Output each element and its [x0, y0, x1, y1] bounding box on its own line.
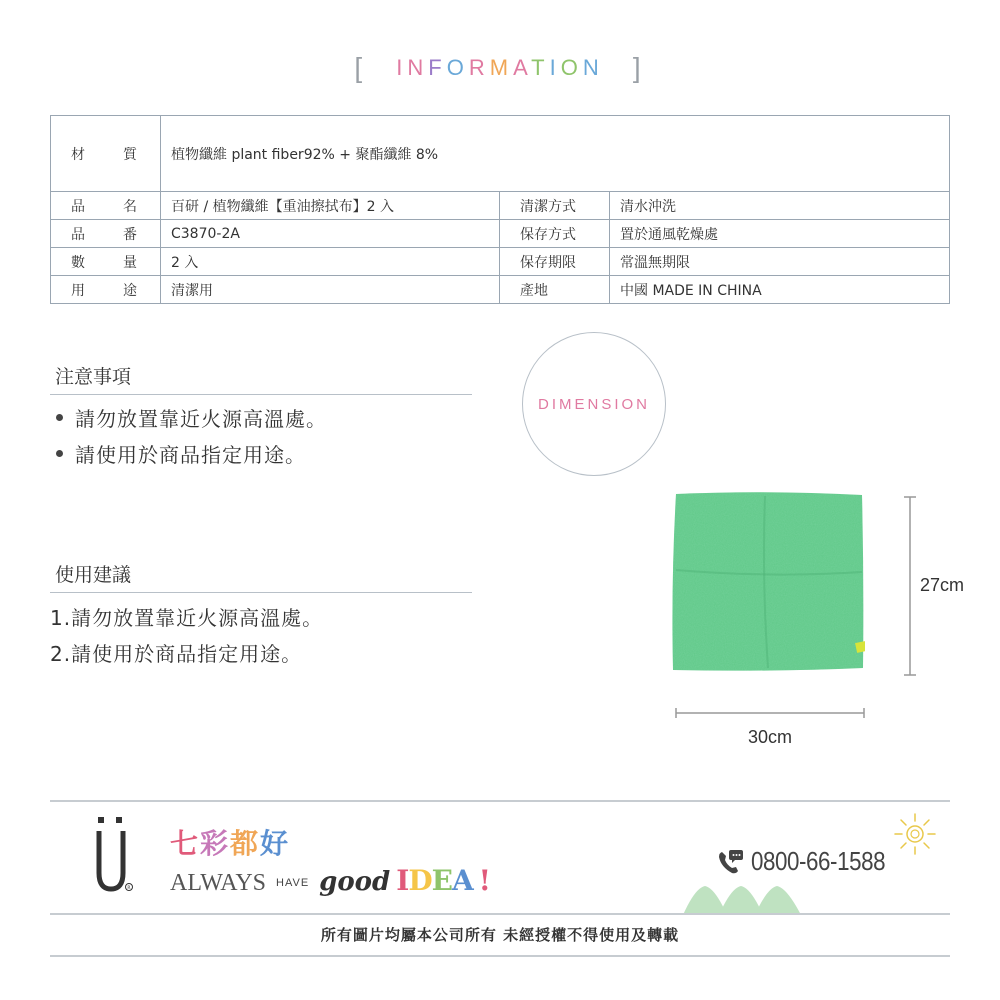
- colored-letter: 好: [260, 827, 291, 860]
- brand-slogan: ALWAYS HAVE good IDEA !: [170, 864, 490, 897]
- colored-letter: M: [489, 55, 514, 80]
- footer-divider-middle: [50, 913, 950, 915]
- spec-label: 保存期限: [500, 248, 610, 275]
- height-measure-line: [900, 496, 920, 676]
- list-item: 請使用於商品指定用途。: [50, 435, 327, 471]
- colored-letter: D: [408, 864, 432, 897]
- spec-label: 數 量: [51, 248, 161, 275]
- colored-letter: 彩: [200, 827, 231, 860]
- spec-label: 用 途: [51, 276, 161, 303]
- brand-logo-icon: [94, 815, 134, 895]
- spec-value: 植物纖維 plant fiber92% + 聚酯纖維 8%: [171, 146, 439, 163]
- svg-text:R: R: [127, 886, 131, 891]
- spec-value: 中國 MADE IN CHINA: [620, 282, 762, 299]
- colored-letter: 七: [170, 827, 201, 860]
- spec-value: C3870-2A: [161, 220, 500, 247]
- caution-title: 注意事項: [55, 366, 132, 388]
- colored-letter: I: [549, 55, 561, 80]
- colored-letter: O: [446, 55, 469, 80]
- dimension-badge: [522, 332, 666, 476]
- spec-label: 品 名: [51, 192, 161, 219]
- colored-letter: O: [560, 55, 583, 80]
- phone-number: 0800-66-1588: [751, 846, 886, 876]
- mountains-icon: [683, 880, 803, 915]
- spec-label: 材 質: [51, 116, 161, 191]
- spec-value: 2 入: [161, 248, 500, 275]
- footer-divider-bottom: [50, 955, 950, 957]
- spec-value: 置於通風乾燥處: [620, 226, 718, 243]
- heading-open-bracket: [: [354, 52, 368, 83]
- colored-letter: E: [431, 864, 452, 897]
- usage-list: [50, 598, 323, 670]
- spec-value: 清水沖洗: [620, 198, 676, 215]
- colored-letter: I: [396, 864, 409, 897]
- bullet-icon: [56, 414, 63, 421]
- colored-letter: T: [531, 55, 550, 80]
- width-measure-line: [675, 705, 865, 721]
- colored-letter: A: [513, 55, 532, 80]
- spec-row-material: [51, 116, 949, 191]
- dimension-title: DIMENSION: [537, 395, 650, 413]
- spec-row: [51, 219, 949, 247]
- towel-image: [670, 490, 865, 675]
- list-item: 請勿放置靠近火源高溫處。: [50, 399, 327, 435]
- spec-label: 保存方式: [500, 220, 610, 247]
- information-heading: [0, 52, 1000, 84]
- caution-list: [50, 399, 327, 471]
- spec-value: 百研 / 植物纖維【重油擦拭布】2 入: [161, 192, 500, 219]
- usage-divider: [50, 592, 472, 593]
- usage-title: 使用建議: [55, 564, 132, 586]
- spec-value: 常溫無期限: [620, 254, 690, 271]
- colored-letter: R: [468, 55, 490, 80]
- spec-label: 清潔方式: [500, 192, 610, 219]
- spec-row: [51, 247, 949, 275]
- phone-icon: [715, 847, 745, 877]
- colored-letter: F: [428, 55, 447, 80]
- copyright-notice: 所有圖片均屬本公司所有 未經授權不得使用及轉載: [320, 926, 680, 944]
- height-label: 27cm: [920, 575, 965, 595]
- heading-word: [396, 55, 603, 81]
- spec-value: 清潔用: [161, 276, 500, 303]
- colored-letter: 都: [230, 827, 261, 860]
- caution-divider: [50, 394, 472, 395]
- list-item: 2.請使用於商品指定用途。: [50, 641, 303, 666]
- colored-letter: A: [451, 864, 473, 897]
- phone-contact[interactable]: [715, 846, 907, 877]
- colored-letter: N: [582, 55, 604, 80]
- heading-close-bracket: ]: [632, 52, 646, 83]
- spec-table: [50, 115, 950, 304]
- colored-letter: I: [396, 55, 408, 80]
- list-item: 1.請勿放置靠近火源高溫處。: [50, 605, 324, 630]
- bullet-icon: [56, 450, 63, 457]
- spec-row: [51, 191, 949, 219]
- width-label: 30cm: [748, 727, 793, 747]
- spec-label: 品 番: [51, 220, 161, 247]
- brand-chinese-name: [170, 822, 290, 862]
- spec-label: 產地: [500, 276, 610, 303]
- spec-row: [51, 275, 949, 303]
- colored-letter: N: [407, 55, 429, 80]
- footer-divider-top: [50, 800, 950, 802]
